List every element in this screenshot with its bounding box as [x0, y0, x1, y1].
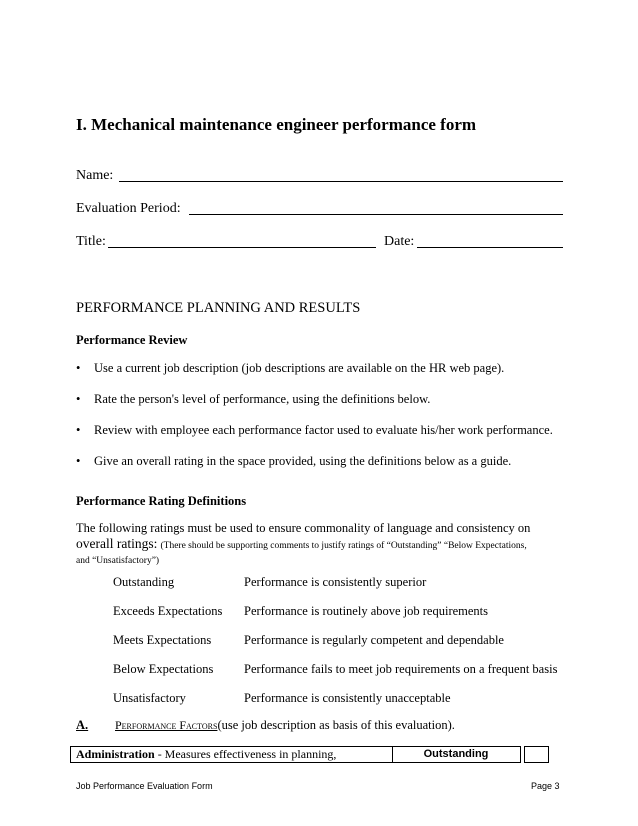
performance-review-heading: Performance Review: [76, 333, 188, 347]
factor-title: Performance Factors: [115, 718, 218, 732]
name-label: Name:: [76, 168, 114, 183]
administration-cell: [70, 746, 393, 763]
rating-definition: Performance is regularly competent and dependable: [244, 633, 504, 647]
footer-form-name: Job Performance Evaluation Form: [76, 781, 213, 791]
factor-letter: A.: [76, 718, 89, 732]
rating-definition: Performance is consistently unacceptable: [244, 691, 451, 705]
administration-label: Administration: [76, 747, 155, 761]
performance-factors-heading: [76, 718, 455, 733]
rating-checkbox[interactable]: [524, 746, 549, 763]
name-field-line[interactable]: [119, 181, 563, 182]
list-item: [113, 604, 583, 633]
table-row: [70, 746, 549, 763]
bullet-icon: •: [76, 423, 81, 437]
job-title-label: Title:: [76, 234, 106, 249]
rating-label: Below Expectations: [113, 662, 214, 676]
administration-description: - Measures effectiveness in planning,: [154, 747, 337, 761]
date-label: Date:: [384, 234, 415, 249]
list-item: [113, 691, 583, 720]
intro-note-cont: and “Unsatisfactory”): [76, 556, 160, 566]
rating-definition: Performance fails to meet job requirements on a frequent basis: [244, 662, 558, 676]
bullet-icon: •: [76, 361, 81, 375]
list-item: • Use a current job description (job descriptions are available on the HR web page).: [76, 361, 505, 375]
list-item: • Review with employee each performance factor used to evaluate his/her work performance.: [76, 423, 553, 437]
list-item: • Rate the person's level of performance, using the definitions below.: [76, 392, 431, 406]
rating-label: Exceeds Expectations: [113, 604, 223, 618]
rating-definitions-heading: Performance Rating Definitions: [76, 494, 247, 508]
bullet-icon: •: [76, 392, 81, 406]
intro-line-1: The following ratings must be used to ensure commonality of language and consistency on: [76, 521, 531, 535]
list-item: • Give an overall rating in the space provided, using the definitions below as a guide.: [76, 454, 512, 468]
rating-label: Meets Expectations: [113, 633, 212, 647]
rating-label: Unsatisfactory: [113, 691, 186, 705]
evaluation-period-label: Evaluation Period:: [76, 201, 181, 216]
list-item: [113, 633, 583, 662]
intro-line-2: overall ratings:: [76, 536, 158, 551]
form-title: I. Mechanical maintenance engineer performance form: [76, 115, 477, 134]
footer-page-number: Page 3: [531, 781, 560, 791]
evaluation-period-field-line[interactable]: [189, 214, 563, 215]
rating-definitions-list: [113, 575, 583, 720]
rating-label: Outstanding: [113, 575, 175, 589]
rating-definition: Performance is routinely above job requirements: [244, 604, 489, 618]
rating-cell: Outstanding: [392, 746, 521, 763]
list-item: [113, 575, 583, 604]
job-title-field-line[interactable]: [108, 247, 376, 248]
factor-note: (use job description as basis of this evaluation).: [217, 718, 455, 732]
date-field-line[interactable]: [417, 247, 563, 248]
rating-definition: Performance is consistently superior: [244, 575, 427, 589]
section-heading: PERFORMANCE PLANNING AND RESULTS: [76, 300, 361, 316]
bullet-icon: •: [76, 454, 81, 468]
rating-intro-paragraph: [76, 521, 576, 569]
intro-note: (There should be supporting comments to justify ratings of “Outstanding” “Below Expectations,: [160, 541, 527, 551]
list-item: [113, 662, 583, 691]
review-bullet-list: [76, 360, 596, 484]
